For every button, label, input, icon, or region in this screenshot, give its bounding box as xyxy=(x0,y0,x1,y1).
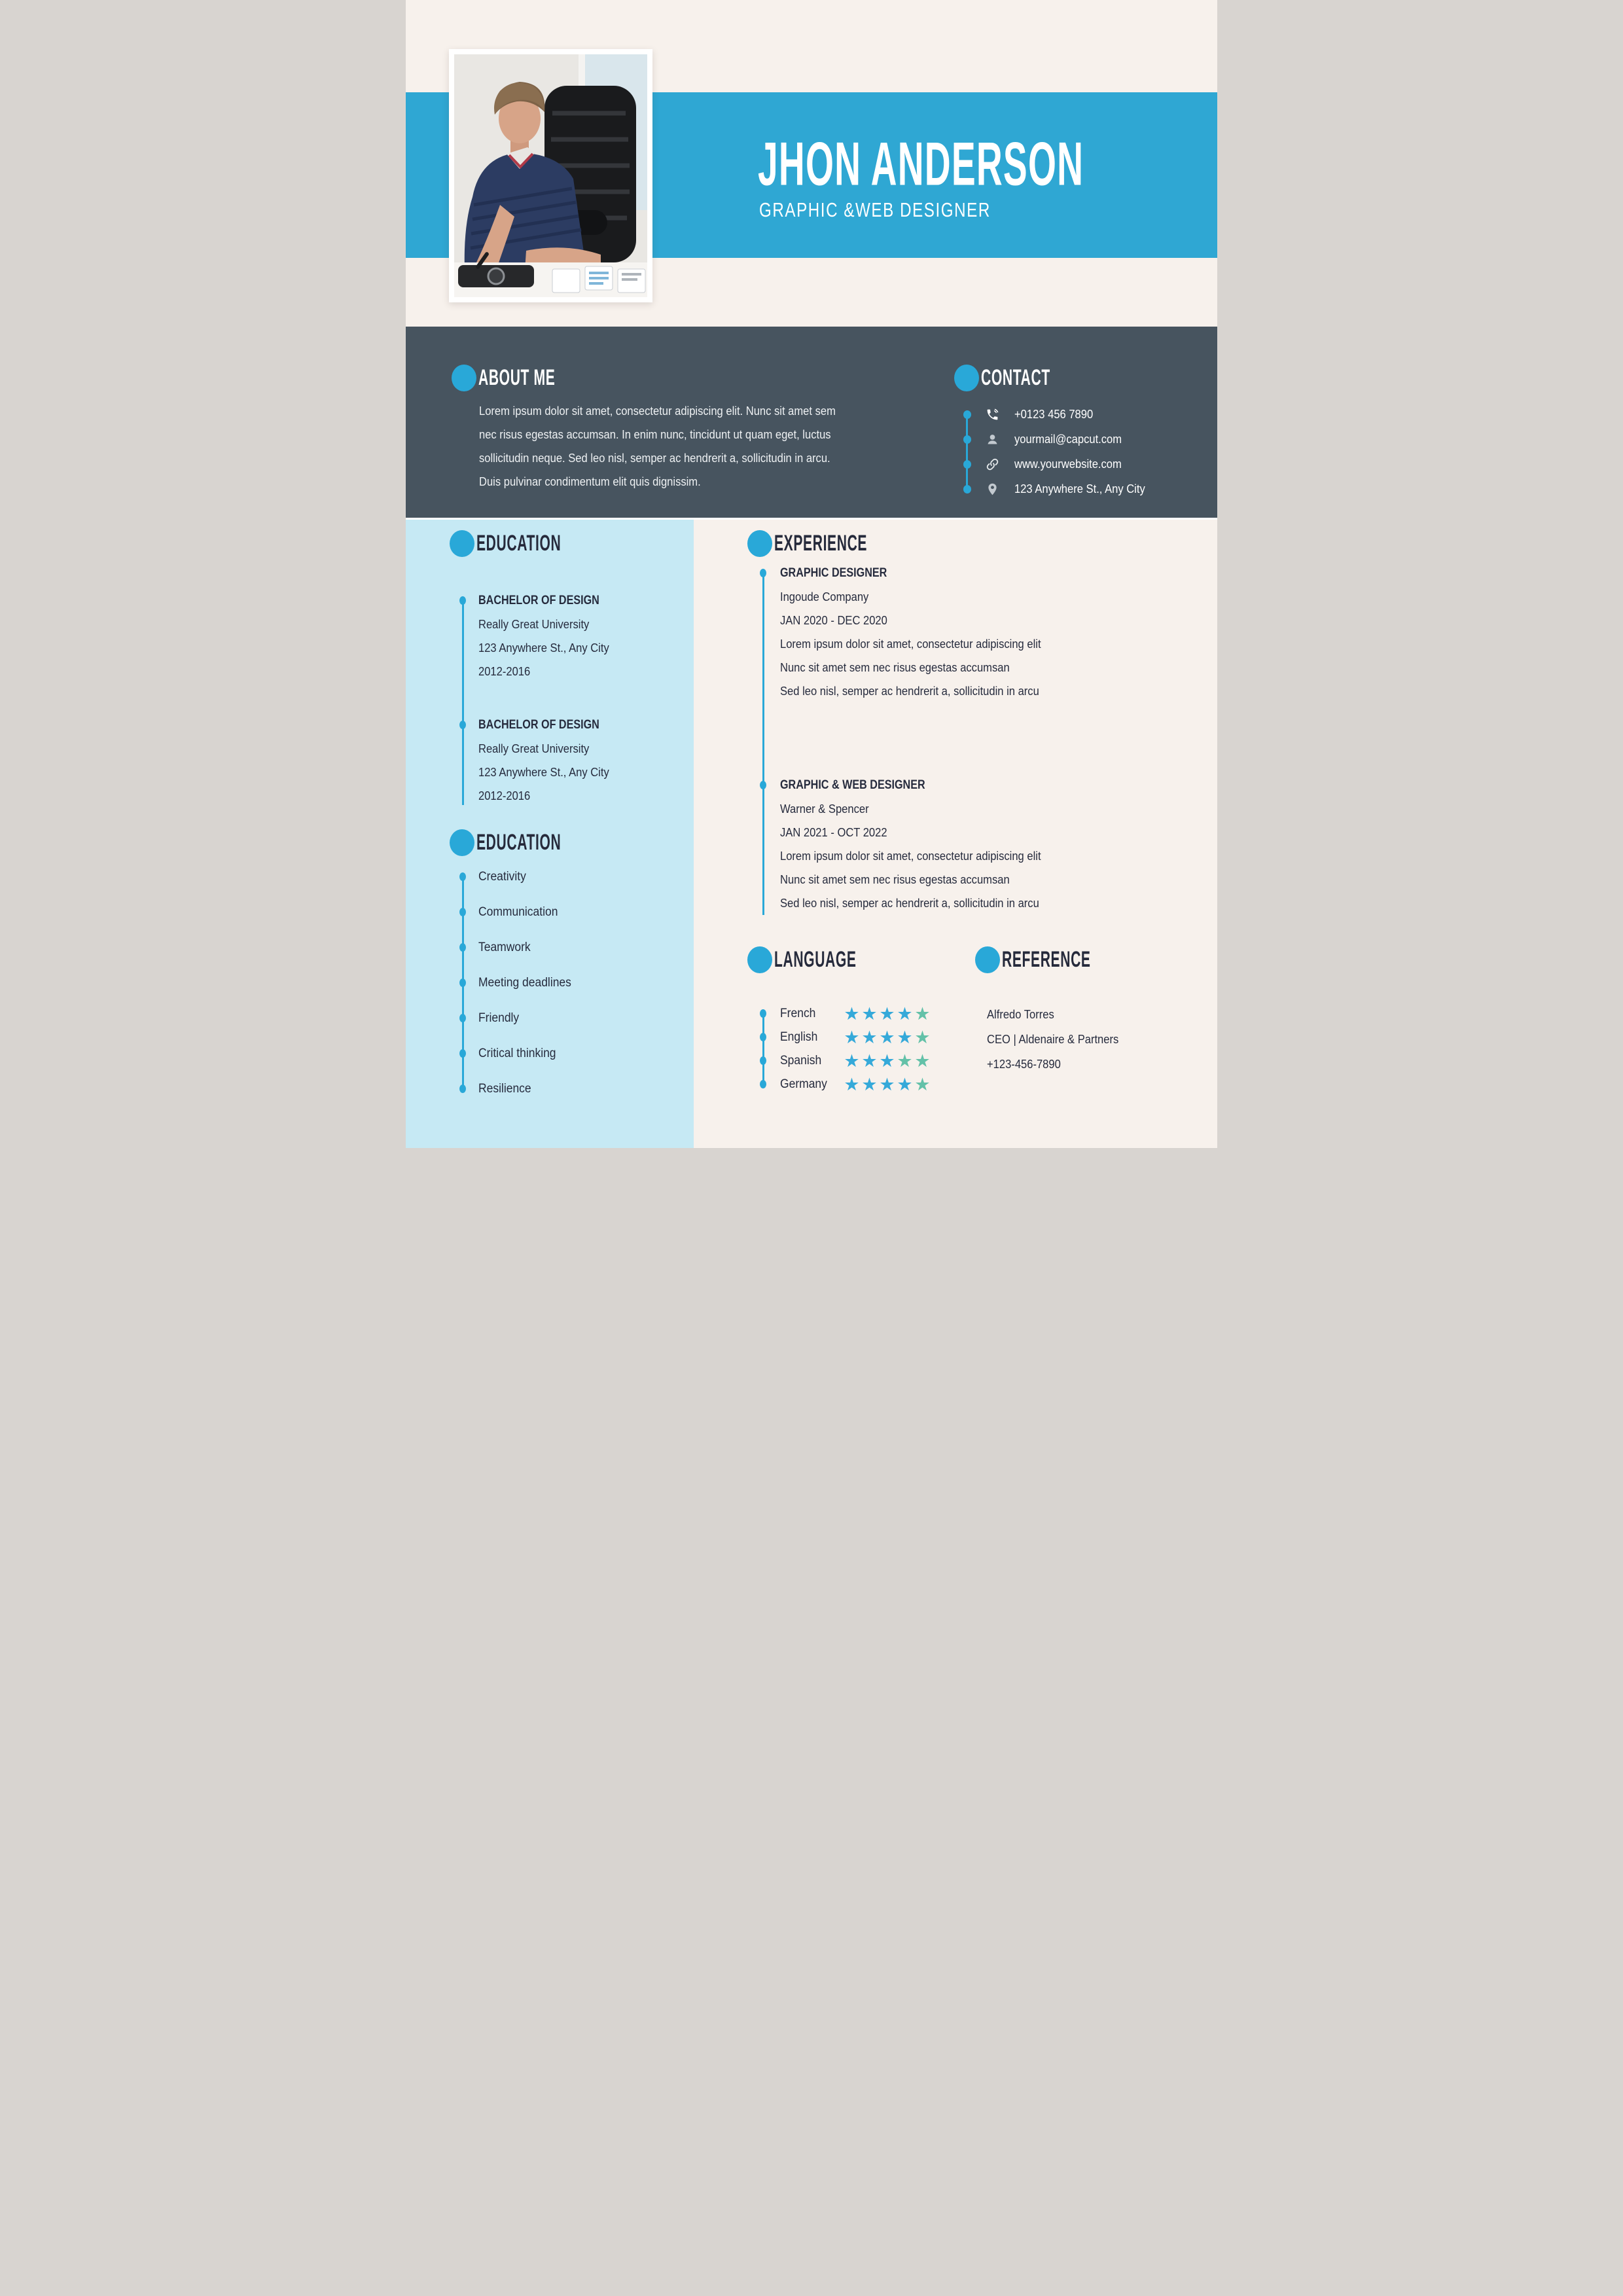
skills-heading xyxy=(450,824,613,861)
star-icon: ★ xyxy=(897,1027,913,1047)
experience-title: GRAPHIC & WEB DESIGNER xyxy=(780,778,925,792)
photo-illustration xyxy=(454,54,647,297)
language-heading-label: LANGUAGE xyxy=(774,946,857,972)
contact-value: 123 Anywhere St., Any City xyxy=(1014,482,1145,495)
experience-desc-line: Nunc sit amet sem nec risus egestas accumsan xyxy=(780,661,1010,674)
about-text-line: Lorem ipsum dolor sit amet, consectetur adipiscing elit. Nunc sit amet sem xyxy=(479,404,836,418)
education-years: 2012-2016 xyxy=(478,665,531,678)
experience-entry xyxy=(758,774,1190,915)
skill-label: Resilience xyxy=(478,1082,531,1096)
star-icon: ★ xyxy=(897,1050,913,1071)
star-icon: ★ xyxy=(879,1027,895,1047)
language-heading xyxy=(747,941,907,978)
resume-page xyxy=(406,0,1217,1148)
section-dot-icon xyxy=(954,365,979,391)
contact-row xyxy=(963,402,1156,427)
experience-desc-line: Sed leo nisl, semper ac hendrerit a, sollicitudin in arcu xyxy=(780,897,1039,910)
experience-company: Ingoude Company xyxy=(780,590,869,603)
star-icon: ★ xyxy=(861,1074,878,1094)
experience-heading xyxy=(747,525,924,562)
timeline-dot xyxy=(459,1085,466,1093)
timeline-dot xyxy=(963,410,971,419)
timeline-dot xyxy=(760,1056,766,1065)
education-list xyxy=(458,589,687,838)
person-role: GRAPHIC &WEB DESIGNER xyxy=(759,198,991,221)
reference-name: Alfredo Torres xyxy=(987,1008,1054,1021)
experience-description xyxy=(780,632,1190,703)
timeline-dot xyxy=(963,435,971,444)
language-rating xyxy=(843,1076,931,1094)
contact-value: +0123 456 7890 xyxy=(1014,407,1094,421)
about-text-line: nec risus egestas accumsan. In enim nunc, tincidunt ut quam eget, luctus xyxy=(479,428,831,441)
star-icon: ★ xyxy=(914,1027,931,1047)
education-degree: BACHELOR OF DESIGN xyxy=(478,594,599,607)
skill-row xyxy=(458,1042,687,1066)
contact-value: www.yourwebsite.com xyxy=(1014,457,1122,471)
timeline-dot xyxy=(459,1049,466,1058)
skill-label: Critical thinking xyxy=(478,1047,556,1060)
star-icon: ★ xyxy=(914,1074,931,1094)
experience-title: GRAPHIC DESIGNER xyxy=(780,566,887,580)
section-dot-icon xyxy=(747,946,772,973)
reference-block xyxy=(987,1002,1130,1077)
timeline-dot xyxy=(459,943,466,952)
education-address: 123 Anywhere St., Any City xyxy=(478,641,609,655)
about-text-line: sollicitudin neque. Sed leo nisl, semper ac hendrerit a, sollicitudin in arcu. xyxy=(479,452,830,465)
star-icon: ★ xyxy=(897,1003,913,1024)
timeline-dot xyxy=(459,721,466,729)
star-icon: ★ xyxy=(844,1027,860,1047)
star-icon: ★ xyxy=(897,1074,913,1094)
education-school: Really Great University xyxy=(478,618,590,631)
education-entry xyxy=(458,589,687,683)
language-label: English xyxy=(780,1030,818,1044)
education-heading xyxy=(450,525,613,562)
user-icon xyxy=(984,431,1000,447)
contact-row xyxy=(963,476,1156,501)
contact-heading xyxy=(954,359,1093,396)
star-icon: ★ xyxy=(914,1050,931,1071)
experience-desc-line: Lorem ipsum dolor sit amet, consectetur adipiscing elit xyxy=(780,637,1041,651)
experience-heading-label: EXPERIENCE xyxy=(774,530,868,556)
education-heading-label: EDUCATION xyxy=(476,530,562,556)
section-dot-icon xyxy=(452,365,476,391)
education-years: 2012-2016 xyxy=(478,789,531,802)
person-name: JHON ANDERSON xyxy=(758,130,1084,198)
timeline-dot xyxy=(459,872,466,881)
section-dot-icon xyxy=(450,829,474,856)
about-text-line: Duis pulvinar condimentum elit quis dignissim. xyxy=(479,475,701,488)
skills-heading-label: EDUCATION xyxy=(476,829,562,855)
about-heading xyxy=(452,359,602,396)
education-entry xyxy=(458,713,687,808)
star-icon: ★ xyxy=(844,1003,860,1024)
language-label: Spanish xyxy=(780,1054,822,1067)
star-icon: ★ xyxy=(861,1050,878,1071)
skill-label: Friendly xyxy=(478,1011,520,1025)
star-icon: ★ xyxy=(861,1003,878,1024)
timeline-dot xyxy=(760,1033,766,1041)
star-icon: ★ xyxy=(879,1003,895,1024)
contact-heading-label: CONTACT xyxy=(981,365,1050,390)
experience-company: Warner & Spencer xyxy=(780,802,869,816)
skill-row xyxy=(458,1077,687,1101)
experience-period: JAN 2020 - DEC 2020 xyxy=(780,614,887,627)
experience-description xyxy=(780,844,1190,915)
skill-label: Communication xyxy=(478,905,558,919)
timeline-dot xyxy=(760,1009,766,1018)
skill-label: Creativity xyxy=(478,870,526,884)
experience-desc-line: Lorem ipsum dolor sit amet, consectetur adipiscing elit xyxy=(780,850,1041,863)
timeline-dot xyxy=(760,1080,766,1088)
contact-value: yourmail@capcut.com xyxy=(1014,432,1122,446)
language-label: Germany xyxy=(780,1077,827,1091)
contact-list xyxy=(963,402,1156,501)
star-icon: ★ xyxy=(879,1074,895,1094)
timeline-dot xyxy=(459,1014,466,1022)
experience-period: JAN 2021 - OCT 2022 xyxy=(780,826,887,839)
profile-photo xyxy=(454,54,647,297)
language-rating xyxy=(843,1052,931,1070)
language-label: French xyxy=(780,1007,816,1020)
section-dot-icon xyxy=(747,530,772,557)
experience-entry xyxy=(758,562,1190,703)
phone-icon xyxy=(984,406,1000,422)
reference-phone: +123-456-7890 xyxy=(987,1058,1061,1071)
language-rating xyxy=(843,1029,931,1047)
location-icon xyxy=(984,481,1000,497)
reference-position: CEO | Aldenaire & Partners xyxy=(987,1033,1119,1046)
education-address: 123 Anywhere St., Any City xyxy=(478,766,609,779)
skill-row xyxy=(458,865,687,889)
experience-desc-line: Nunc sit amet sem nec risus egestas accumsan xyxy=(780,873,1010,886)
skill-label: Teamwork xyxy=(478,941,531,954)
timeline-dot xyxy=(459,596,466,605)
skill-label: Meeting deadlines xyxy=(478,976,571,990)
skill-row xyxy=(458,901,687,924)
contact-row xyxy=(963,452,1156,476)
experience-desc-line: Sed leo nisl, semper ac hendrerit a, sollicitudin in arcu xyxy=(780,685,1039,698)
section-dot-icon xyxy=(450,530,474,557)
star-icon: ★ xyxy=(879,1050,895,1071)
reference-heading-label: REFERENCE xyxy=(1002,946,1091,972)
timeline-dot xyxy=(760,781,766,789)
timeline-dot xyxy=(760,569,766,577)
link-icon xyxy=(984,456,1000,472)
skills-list xyxy=(458,865,687,1113)
skill-row xyxy=(458,1007,687,1030)
skill-row xyxy=(458,936,687,960)
profile-photo-frame xyxy=(449,49,652,302)
star-icon: ★ xyxy=(844,1074,860,1094)
education-degree: BACHELOR OF DESIGN xyxy=(478,718,599,732)
about-text xyxy=(479,399,866,493)
education-school: Really Great University xyxy=(478,742,590,755)
skill-row xyxy=(458,971,687,995)
experience-list xyxy=(758,562,1190,915)
timeline-dot xyxy=(459,908,466,916)
section-dot-icon xyxy=(975,946,1000,973)
about-heading-label: ABOUT ME xyxy=(478,365,556,390)
timeline-dot xyxy=(963,485,971,493)
star-icon: ★ xyxy=(914,1003,931,1024)
language-rating xyxy=(843,1005,931,1023)
contact-row xyxy=(963,427,1156,452)
timeline-dot xyxy=(459,978,466,987)
reference-heading xyxy=(975,941,1145,978)
timeline-dot xyxy=(963,460,971,469)
star-icon: ★ xyxy=(844,1050,860,1071)
star-icon: ★ xyxy=(861,1027,878,1047)
